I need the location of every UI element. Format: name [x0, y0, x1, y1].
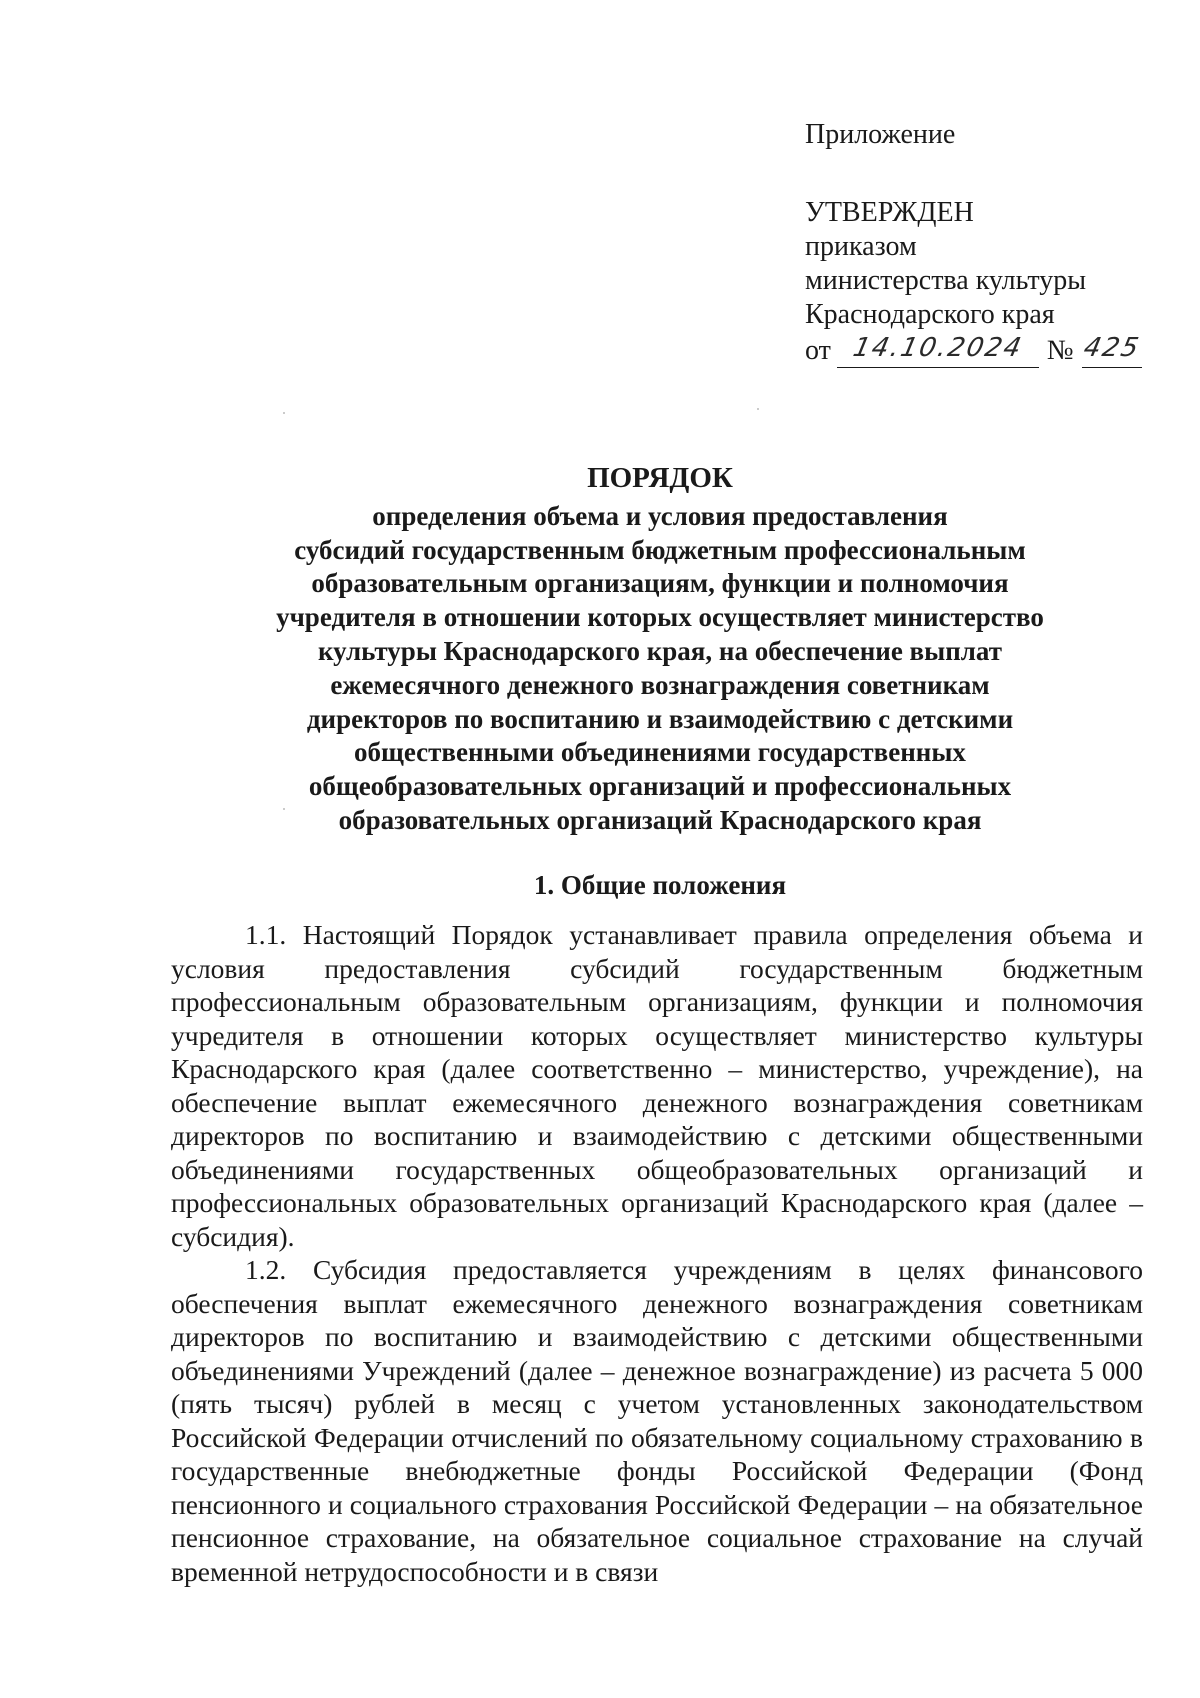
document-title: [200, 462, 1120, 838]
date-number-line: [805, 334, 1165, 368]
title-line: определения объема и условия предоставления: [372, 500, 948, 531]
date-blank: [837, 333, 1039, 368]
number-sign: №: [1046, 335, 1074, 366]
approval-stamp-block: [805, 118, 1165, 368]
scan-speck: [283, 808, 285, 810]
title-line: учредителя в отношении которых осуществляет министерство: [276, 602, 1044, 633]
paragraph: 1.1. Настоящий Порядок устанавливает правила определения объема и условия предоставления субсидий государственным бюджетным профессиональным образовательным организациям, функции и полномочия учредителя в отношении которых осуществляет министерство культуры Краснодарского края (далее соответственно – министерство, учреждение), на обеспечение выплат ежемесячного денежного вознаграждения советникам директоров по воспитанию и взаимодействию с детскими общественными объединениями государственных общеобразовательных организаций и профессиональных образовательных организаций Краснодарского края (далее – субсидия).: [171, 919, 1143, 1252]
handwritten-date: 14.10.2024: [850, 333, 1026, 363]
title-line: образовательным организациям, функции и полномочия: [311, 568, 1009, 599]
handwritten-number: 425: [1080, 333, 1143, 363]
title-line: общеобразовательных организаций и профессиональных: [308, 771, 1012, 802]
approval-line-order: приказом: [805, 231, 917, 262]
title-line: ежемесячного денежного вознаграждения советникам: [330, 669, 990, 700]
number-blank: [1080, 333, 1143, 368]
title-line: культуры Краснодарского края, на обеспечение выплат: [318, 635, 1002, 666]
appendix-label: Приложение: [805, 119, 956, 150]
paragraph: 1.2. Субсидия предоставляется учреждениям в целях финансового обеспечения выплат ежемесячного денежного вознаграждения советникам директоров по воспитанию и взаимодействию с детскими общественными объединениями Учреждений (далее – денежное вознаграждение) из расчета 5 000 (пять тысяч) рублей в месяц с учетом установленных законодательством Российской Федерации отчислений по обязательному социальному страхованию в государственные внебюджетные фонды Российской Федерации (Фонд пенсионного и социального страхования Российской Федерации – на обязательное пенсионное страхование, на обязательное социальное страхование на случай временной нетрудоспособности и в связи: [171, 1254, 1143, 1587]
date-prefix: от: [805, 335, 831, 366]
section-body: [171, 918, 1143, 1588]
section-heading: 1. Общие положения: [533, 870, 787, 900]
approved-label: УТВЕРЖДЕН: [805, 197, 974, 228]
approval-line-ministry: министерства культуры: [805, 265, 1087, 296]
title-line: образовательных организаций Краснодарского края: [338, 804, 982, 835]
scan-speck: [757, 408, 759, 410]
title-main: ПОРЯДОК: [587, 462, 733, 494]
scan-speck: [283, 412, 285, 414]
approval-line-region: Краснодарского края: [805, 299, 1055, 330]
title-line: субсидий государственным бюджетным профессиональным: [294, 534, 1026, 565]
title-line: общественными объединениями государственных: [354, 737, 966, 768]
title-line: директоров по воспитанию и взаимодействию с детскими: [306, 703, 1014, 734]
